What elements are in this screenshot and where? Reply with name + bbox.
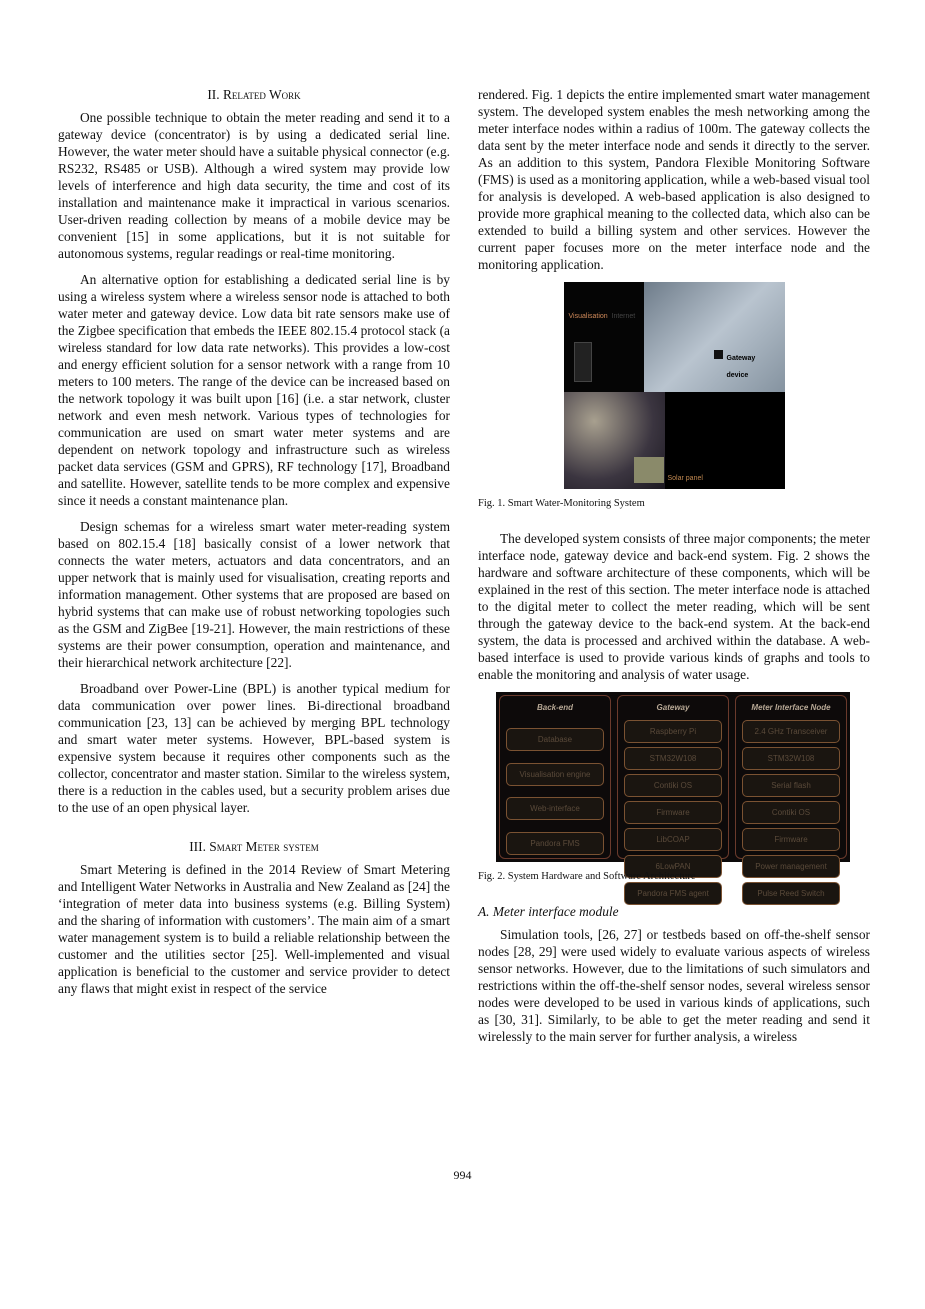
meter-node-column [735,695,847,898]
block: Contiki OS [742,801,840,824]
label-internet: Internet [611,313,636,320]
block: Contiki OS [624,774,722,797]
gateway-column [617,695,729,898]
column-title: Gateway [656,703,690,712]
solar-panel-icon [634,457,664,483]
section-heading-smart-meter: III. Smart Meter system [189,839,319,854]
block: STM32W108 [624,747,722,770]
block: Power management [742,855,840,878]
block: LibCOAP [624,828,722,851]
block: Pulse Reed Switch [742,882,840,905]
column-title: Back-end [536,703,573,712]
block: Serial flash [742,774,840,797]
block: 2.4 GHz Transceiver [742,720,840,743]
paragraph: One possible technique to obtain the meter reading and send it to a gateway device (concentrator) is by using a dedicated serial line. However, the water meter should have a suitable physical connector (e.g. RS232, RS485 or USB). Although a wired system may provide low levels of interference and high data security, the time and cost of its installation and maintenance make it impractical in various scenarios. User-driven reading collection by means of a mobile device may be convenient [15] in some applications, but it is not suitable for autonomous systems, regular readings or real-time monitoring. [58,110,450,261]
subsection-heading: A. Meter interface module [478,904,619,919]
paragraph: Smart Metering is defined in the 2014 Review of Smart Metering and Intelligent Water Networks in Australia and New Zealand as [24] the ‘integration of meter data into business systems (e.g. Billing System) and the sharing of information with customers’. The main aim of a smart water management system is to build a reliable relationship between the customer and the utilities sector [25]. Well-implemented and visual application is beneficial to the customer and service provider to detect any flaws that might exist in respect of the service [58,862,450,996]
paragraph: Simulation tools, [26, 27] or testbeds based on off-the-shelf sensor nodes [28, 29] were used widely to evaluate various aspects of wireless sensor networks. However, due to the limitations of such simulators and restrictions within the off-the-shelf sensor nodes, several wireless sensor nodes were developed to be used in various kinds of applications, such as [30, 31]. Similarly, to be able to get the meter reading and send it wirelessly to the main server for further analysis, a wireless [478,927,870,1044]
server-icon [574,342,592,382]
label-gateway: Gateway device [726,355,756,379]
right-column [478,86,870,1054]
block: STM32W108 [742,747,840,770]
block: Visualisation engine [506,763,604,786]
block: Web-interface [506,797,604,820]
paragraph: The developed system consists of three major components; the meter interface node, gateway device and back-end system. Fig. 2 shows the hardware and software architecture of these components, which will be explained in the rest of this section. The meter interface node is attached to the digital meter to collect the meter reading, which will be sent through the gateway device to the back-end system. At the back-end system, the data is processed and archived within the database. A web-based interface is used to provide various kinds of graphs and tools to enable the monitoring and analysis of water usage. [478,531,871,682]
figure-1-caption: Fig. 1. Smart Water-Monitoring System [478,498,645,509]
figure-1-image [564,282,785,489]
column-title: Meter Interface Node [751,703,831,712]
block: Pandora FMS agent [624,882,722,905]
block: Database [506,728,604,751]
gateway-device-icon [714,350,723,359]
paragraph: An alternative option for establishing a dedicated serial line is by using a wireless system where a wireless sensor node is attached to both water meter and gateway device. Low data bit rate sensors make use of the Zigbee specification that embeds the IEEE 802.15.4 protocol stack (a wireless standard for low data rate networks). This provides a low-cost and energy efficient solution for a sensor network with a range from 10 meters to 100 meters. The range of the device can be increased based on the network topology it was built upon [16] (i.e. a star network, cluster network and even mesh network. Various types of technologies for communication are used on smart water meter systems and are dependent on network topology and infrastructure such as wireless packet data services (GSM and GPRS), RF technology [17], Broadband and satellite. However, satellite tends to be more complex and expensive since it needs a constant maintenance plan. [58,272,450,508]
paragraph: rendered. Fig. 1 depicts the entire implemented smart water management system. The developed system enables the mesh networking among the meter interface nodes within a radius of 100m. The gateway collects the data sent by the meter interface node and sends it directly to the server. As an addition to this system, Pandora Flexible Monitoring Software (FMS) is used as a monitoring application, while a web-based visual tool for analysis is developed. A web-based application is also designed to provide more graphical meaning to the collected data, which also can be extended to build a billing system and other services. However the current paper focuses more on the meter interface node and the monitoring application. [478,87,870,272]
section-heading-related-work: II. Related Work [207,87,301,102]
block: Raspberry Pi [624,720,722,743]
page-number: 994 [453,1168,472,1182]
block: 6LowPAN [624,855,722,878]
block: Firmware [624,801,722,824]
label-visualisation: Visualisation [568,313,608,320]
figure-2-caption: Fig. 2. System Hardware and Software Architecture [478,871,696,882]
left-column [58,86,450,1006]
label-solar-panel: Solar panel [667,475,703,482]
paragraph: Design schemas for a wireless smart water meter-reading system based on 802.15.4 [18] basically consist of a lower network that connects the water meters, actuators and data concentrators, and an upper network that is mainly used for visualisation, creating reports and information management. Other systems that are proposed are based on hybrid systems that can make use of robust networking topologies such as the GSM and ZigBee [19-21]. However, the main restrictions of these systems are their power consumption, operation and maintenance, and their hierarchical network architecture [22]. [58,519,450,670]
block: Pandora FMS [506,832,604,855]
block: Firmware [742,828,840,851]
backend-column [499,695,611,859]
paragraph: Broadband over Power-Line (BPL) is another typical medium for data communication over power lines. Bi-directional broadband communication [23, 13] can be achieved by merging BPL technology and smart water meter systems. However, BPL-based system is expensive system because it requires other components such as the collector, concentrator and master station. Similar to the wireless system, there is a reduction in the cables used, but a security problem arises due to the use of an open physical layer. [58,681,450,815]
